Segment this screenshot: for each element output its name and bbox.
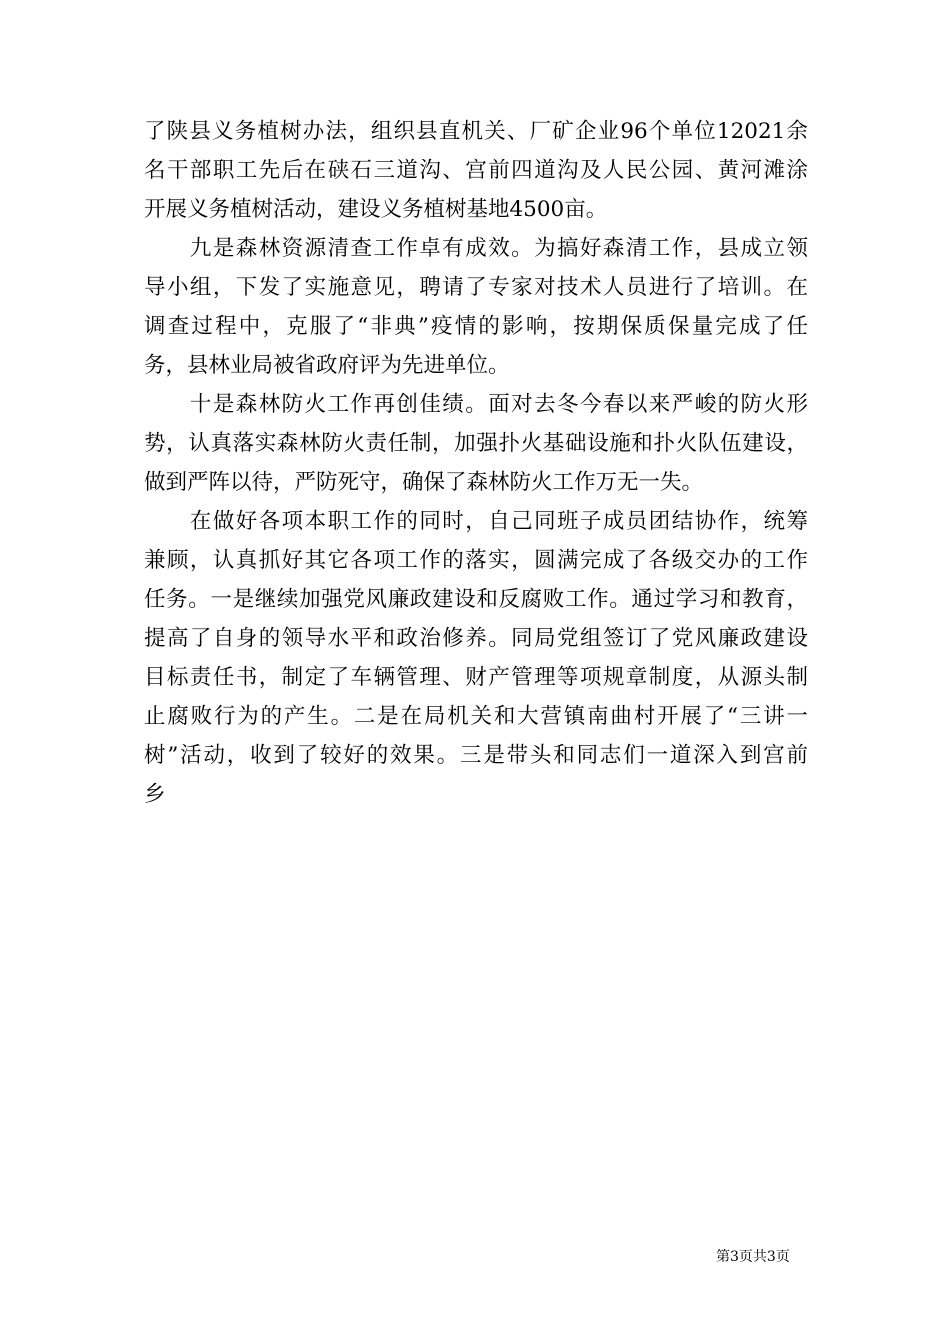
text-line: 任务。一是继续加强党风廉政建设和反腐败工作。通过学习和教育，: [144, 587, 808, 612]
body-text: [144, 112, 808, 814]
text-line: 势，认真落实森林防火责任制，加强扑火基础设施和扑火队伍建设，: [144, 431, 808, 456]
text-line: 导小组，下发了实施意见，聘请了专家对技术人员进行了培训。在: [144, 275, 808, 300]
text-line: 了陕县义务植树办法，组织县直机关、厂矿企业96个单位12021余: [144, 119, 808, 144]
text-line: 在做好各项本职工作的同时，自己同班子成员团结协作，统筹: [144, 509, 808, 534]
text-line: 务，县林业局被省政府评为先进单位。: [144, 353, 510, 378]
text-line: 名干部职工先后在硖石三道沟、宫前四道沟及人民公园、黄河滩涂: [144, 158, 808, 183]
text-line: 十是森林防火工作再创佳绩。面对去冬今春以来严峻的防火形: [144, 392, 808, 417]
text-line: 调查过程中，克服了“非典”疫情的影响，按期保质保量完成了任: [144, 314, 808, 339]
text-line: 止腐败行为的产生。二是在局机关和大营镇南曲村开展了“三讲一: [144, 704, 808, 729]
text-line: 兼顾，认真抓好其它各项工作的落实，圆满完成了各级交办的工作: [144, 548, 808, 573]
text-line: 做到严阵以待，严防死守，确保了森林防火工作万无一失。: [144, 470, 704, 495]
text-line: 提高了自身的领导水平和政治修养。同局党组签订了党风廉政建设: [144, 626, 808, 651]
text-line: 树”活动，收到了较好的效果。三是带头和同志们一道深入到宫前: [144, 743, 808, 768]
text-line: 乡: [144, 782, 166, 807]
text-line: 目标责任书，制定了车辆管理、财产管理等项规章制度，从源头制: [144, 665, 808, 690]
text-line: 九是森林资源清查工作卓有成效。为搞好森清工作，县成立领: [144, 236, 808, 261]
text-line: 开展义务植树活动，建设义务植树基地4500亩。: [144, 197, 608, 222]
page-number-footer: 第3页共3页: [716, 1249, 790, 1265]
